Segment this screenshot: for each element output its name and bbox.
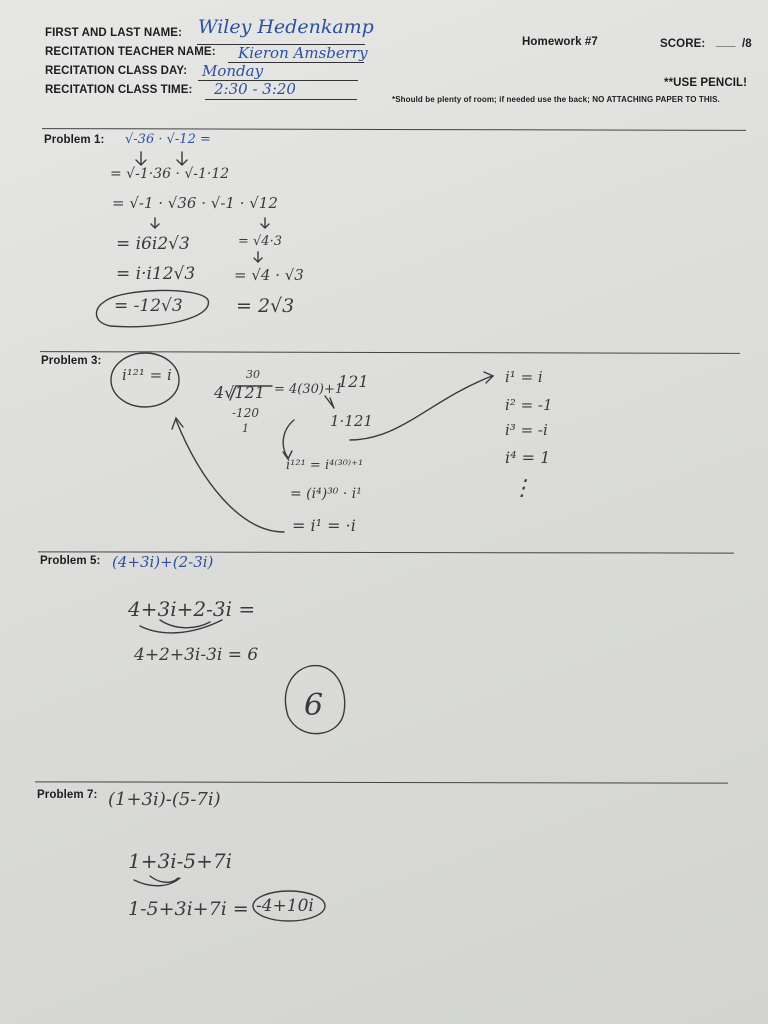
- homework-title: Homework #7: [522, 36, 598, 48]
- day-label: RECITATION CLASS DAY:: [45, 65, 188, 77]
- p3-eq: = 4(30)+1: [274, 382, 344, 397]
- time-underline: [205, 99, 357, 100]
- p3-quotient: 30: [246, 368, 260, 381]
- down-arrow-icon: [261, 218, 269, 228]
- down-arrow-icon: [151, 218, 159, 228]
- p5-answer: 6: [304, 688, 324, 723]
- p3-subtract: -120: [232, 406, 259, 420]
- p3-division: 4√121: [214, 383, 265, 402]
- section-divider: [40, 351, 740, 354]
- time-label: RECITATION CLASS TIME:: [45, 84, 193, 96]
- p1-work-line: = i6i2√3: [116, 234, 190, 254]
- p3-power: = (i⁴)³⁰ · i¹: [290, 486, 362, 502]
- p1-side-work: = √4 · √3: [234, 266, 304, 284]
- problem-1-prompt: √-36 · √-12 =: [125, 132, 211, 147]
- time-value: 2:30 - 3:20: [214, 80, 296, 98]
- section-divider: [35, 781, 728, 783]
- score-blank: ___: [716, 36, 736, 48]
- problem-7-prompt: (1+3i)-(5-7i): [108, 789, 221, 810]
- teacher-value: Kieron Amsberry: [238, 44, 368, 62]
- teacher-label: RECITATION TEACHER NAME:: [45, 46, 216, 58]
- score-label: SCORE:: [660, 38, 706, 50]
- name-label: FIRST AND LAST NAME:: [45, 27, 183, 39]
- p1-side-work: = √4·3: [238, 234, 282, 249]
- p1-work-line: = i·i12√3: [116, 264, 196, 284]
- problem-7-label: Problem 7:: [37, 789, 98, 801]
- p1-work-line: = √-1 · √36 · √-1 · √12: [112, 194, 278, 212]
- down-arrow-icon: [136, 152, 146, 165]
- problem-3-label: Problem 3:: [41, 355, 102, 367]
- name-value: Wiley Hedenkamp: [198, 16, 374, 38]
- problem-3-prompt: i¹²¹ = i: [122, 366, 172, 384]
- p1-answer: = -12√3: [114, 296, 183, 316]
- problem-1-label: Problem 1:: [44, 134, 105, 146]
- p3-cycle: i⁴ = 1: [505, 448, 551, 467]
- p5-work-line: 4+3i+2-3i =: [128, 597, 256, 621]
- p7-answer: -4+10i: [256, 896, 314, 916]
- curve-arrow: [350, 376, 492, 440]
- problem-5-label: Problem 5:: [40, 555, 101, 567]
- p3-power: = i¹ = ·i: [292, 516, 356, 535]
- score-total: /8: [742, 38, 752, 50]
- p3-cycle-continues: ⋮: [511, 476, 533, 501]
- p3-factor: 1·121: [330, 412, 373, 430]
- p7-work-line: 1+3i-5+7i: [128, 849, 232, 873]
- room-note: *Should be plenty of room; if needed use the back; NO ATTACHING PAPER TO THIS.: [392, 95, 720, 104]
- p3-cycle: i¹ = i: [505, 368, 543, 386]
- p3-cycle: i³ = -i: [505, 421, 548, 439]
- day-value: Monday: [202, 62, 264, 80]
- p5-work-line: 4+2+3i-3i = 6: [134, 645, 259, 665]
- p3-cycle: i² = -1: [505, 396, 553, 414]
- p1-work-line: = √-1·36 · √-1·12: [110, 166, 230, 182]
- section-divider: [42, 128, 746, 131]
- problem-5-prompt: (4+3i)+(2-3i): [112, 553, 214, 571]
- p1-side-answer: = 2√3: [236, 295, 295, 317]
- down-arrow-icon: [254, 252, 262, 262]
- p7-work-line: 1-5+3i+7i =: [128, 898, 249, 920]
- curve-arrow: [176, 420, 284, 532]
- p3-remainder: 1: [242, 422, 249, 435]
- p3-num: 121: [338, 372, 369, 391]
- pencil-note: **USE PENCIL!: [664, 77, 748, 89]
- p3-power: i¹²¹ = i⁴⁽³⁰⁾⁺¹: [286, 458, 364, 473]
- down-arrow-icon: [177, 152, 187, 165]
